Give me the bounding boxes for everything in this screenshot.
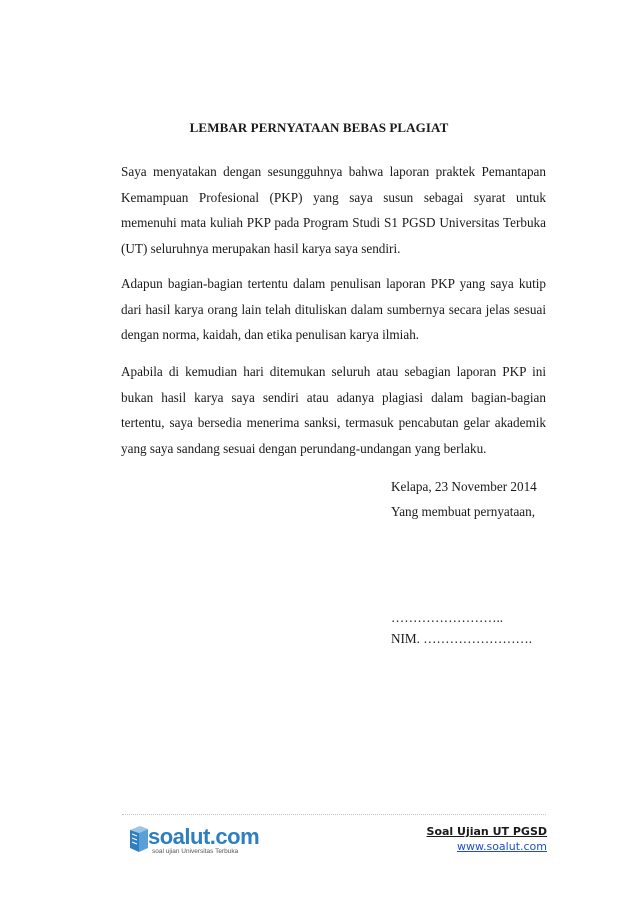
footer-website-link[interactable]: www.soalut.com bbox=[456, 840, 547, 853]
book-icon bbox=[128, 824, 150, 854]
footer-site-title: Soal Ujian UT PGSD bbox=[426, 825, 547, 838]
signature-name-line: …………………….. bbox=[391, 610, 504, 625]
footer-divider bbox=[122, 814, 546, 815]
paragraph-citation: Adapun bagian-bagian tertentu dalam penulisan laporan PKP yang saya kutip dari hasil karya orang lain telah dituliskan dalam sumbernya secara jelas sesuai dengan norma, kaidah, dan etika penulisan karya ilmiah. bbox=[121, 276, 546, 343]
paragraph-statement: Saya menyatakan dengan sesungguhnya bahwa laporan praktek Pemantapan Kemampuan Profesional (PKP) yang saya susun sebagai syarat untuk memenuhi mata kuliah PKP pada Program Studi S1 PGSD Universitas Terbuka (UT) seluruhnya merupakan hasil karya saya sendiri. bbox=[121, 164, 546, 256]
paragraph-sanction: Apabila di kemudian hari ditemukan seluruh atau sebagian laporan PKP ini bukan hasil karya saya sendiri atau adanya plagiasi dalam bagian-bagian tertentu, saya bersedia menerima sanksi, termasuk pencabutan gelar akademik yang saya sandang sesuai dengan perundang-undangan yang berlaku. bbox=[121, 364, 546, 456]
signature-place-date: Kelapa, 23 November 2014 bbox=[391, 479, 537, 494]
soalut-logo bbox=[128, 822, 260, 862]
signature-nim-line: NIM. ……………………. bbox=[391, 631, 533, 646]
logo-wordmark: soalut.com bbox=[148, 824, 260, 849]
document-title: LEMBAR PERNYATAAN BEBAS PLAGIAT bbox=[189, 120, 449, 135]
logo-tagline: soal ujian Universitas Terbuka bbox=[152, 848, 239, 855]
signature-maker: Yang membuat pernyataan, bbox=[391, 504, 536, 519]
